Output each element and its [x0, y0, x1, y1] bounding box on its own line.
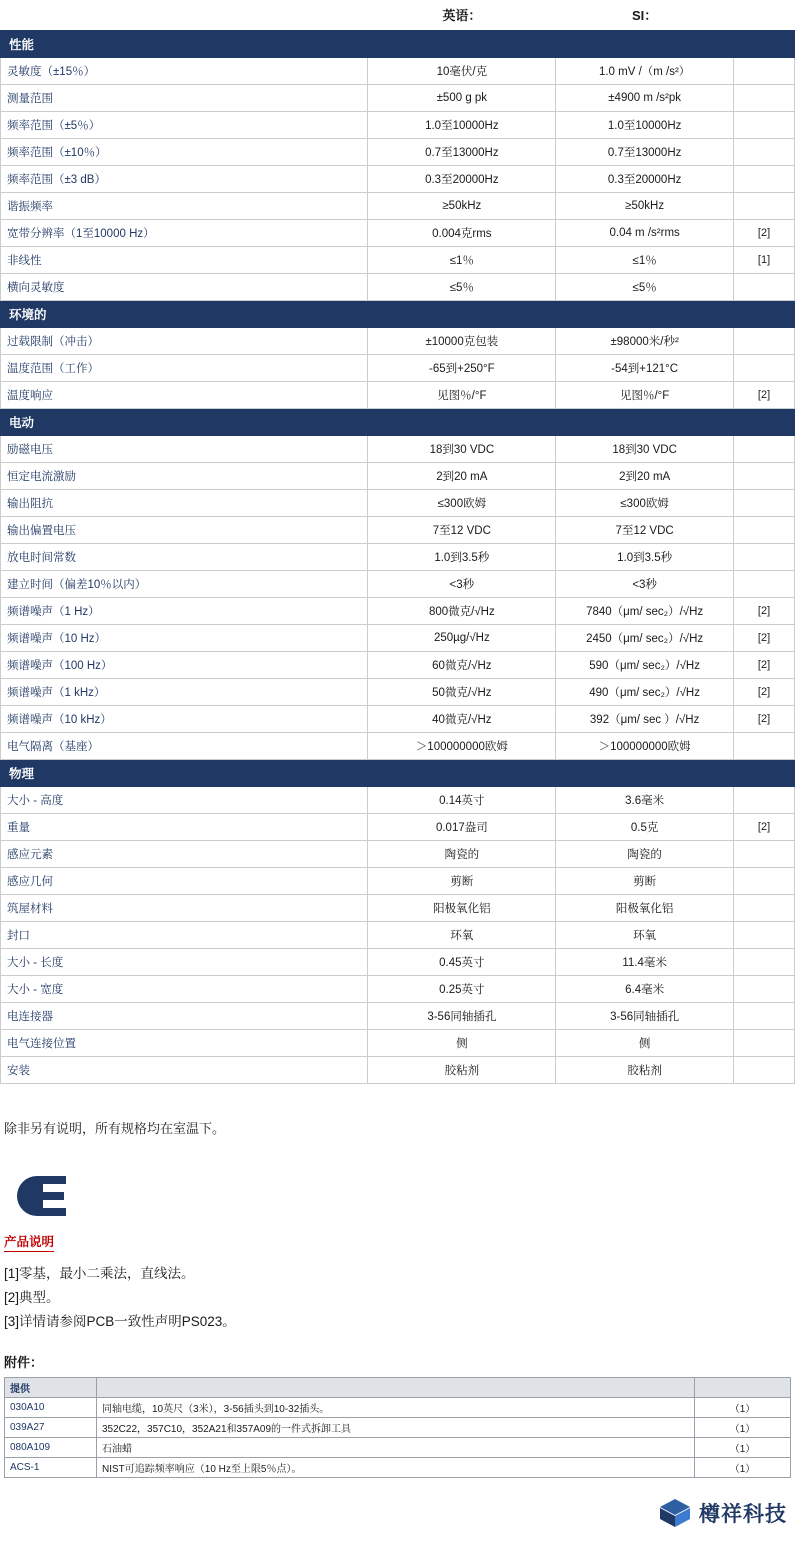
spec-value-english: 18到30 VDC	[368, 436, 556, 463]
spec-label: 封口	[1, 922, 368, 949]
spec-note-ref	[734, 517, 795, 544]
spec-value-english: 0.14英寸	[368, 787, 556, 814]
spec-note-ref	[734, 868, 795, 895]
spec-value-english: 7至12 VDC	[368, 517, 556, 544]
spec-note-ref	[734, 1030, 795, 1057]
spec-value-si: 1.0至10000Hz	[556, 112, 734, 139]
spec-row	[1, 1030, 795, 1057]
spec-value-english: 800微克/√Hz	[368, 598, 556, 625]
spec-value-si: 胶粘剂	[556, 1057, 734, 1084]
spec-value-si: 陶瓷的	[556, 841, 734, 868]
spec-note-ref	[734, 436, 795, 463]
spec-value-si: ＞100000000欧姆	[556, 733, 734, 760]
spec-value-si: 0.5克	[556, 814, 734, 841]
spec-note-ref	[734, 949, 795, 976]
spec-row	[1, 436, 795, 463]
spec-row	[1, 895, 795, 922]
spec-note-ref	[734, 193, 795, 220]
product-note-2: [2]典型。	[4, 1290, 60, 1305]
spec-value-si: ≤1％	[556, 247, 734, 274]
spec-note-ref	[734, 895, 795, 922]
spec-label: 非线性	[1, 247, 368, 274]
spec-value-si: 3-56同轴插孔	[556, 1003, 734, 1030]
spec-row	[1, 625, 795, 652]
accessory-code: 039A27	[5, 1418, 97, 1438]
spec-value-english: 2到20 mA	[368, 463, 556, 490]
spec-row	[1, 598, 795, 625]
spec-label: 大小 - 高度	[1, 787, 368, 814]
accessories-row	[5, 1438, 791, 1458]
spec-note-ref	[734, 1003, 795, 1030]
accessories-row	[5, 1418, 791, 1438]
spec-row	[1, 463, 795, 490]
accessory-description: 同轴电缆，10英尺（3米），3-56插头到10-32插头。	[97, 1398, 695, 1418]
product-notes-title: 产品说明	[4, 1232, 54, 1252]
spec-row	[1, 1057, 795, 1084]
spec-value-english: ≥50kHz	[368, 193, 556, 220]
spec-label: 大小 - 长度	[1, 949, 368, 976]
spec-value-english: 陶瓷的	[368, 841, 556, 868]
spec-value-si: 0.04 m /s²rms	[556, 220, 734, 247]
spec-row	[1, 247, 795, 274]
accessory-quantity: （1）	[695, 1398, 791, 1418]
spec-value-english: ±10000克包装	[368, 328, 556, 355]
spec-value-si: 0.7至13000Hz	[556, 139, 734, 166]
spec-value-english: <3秒	[368, 571, 556, 598]
section-title: 性能	[1, 31, 368, 58]
spec-value-english: 3-56同轴插孔	[368, 1003, 556, 1030]
spec-row	[1, 490, 795, 517]
spec-note-ref: [2]	[734, 382, 795, 409]
spec-label: 灵敏度（±15％）	[1, 58, 368, 85]
spec-header-row	[1, 0, 795, 31]
spec-note-ref	[734, 1057, 795, 1084]
spec-value-si: 1.0到3.5秒	[556, 544, 734, 571]
spec-note-ref: [2]	[734, 652, 795, 679]
company-logo[interactable]	[658, 1498, 787, 1528]
spec-value-english: 0.25英寸	[368, 976, 556, 1003]
spec-note-ref	[734, 787, 795, 814]
spec-value-si: -54到+121°C	[556, 355, 734, 382]
spec-value-english: 40微克/√Hz	[368, 706, 556, 733]
spec-value-si: 2到20 mA	[556, 463, 734, 490]
spec-value-si: 3.6毫米	[556, 787, 734, 814]
spec-value-si: 1.0 mV /（m /s²）	[556, 58, 734, 85]
spec-note-ref	[734, 922, 795, 949]
spec-value-si: 6.4毫米	[556, 976, 734, 1003]
spec-note-ref: [2]	[734, 220, 795, 247]
spec-value-english: 0.45英寸	[368, 949, 556, 976]
accessory-code: 080A109	[5, 1438, 97, 1458]
spec-label: 宽带分辨率（1至10000 Hz）	[1, 220, 368, 247]
spec-label: 放电时间常数	[1, 544, 368, 571]
spec-value-english: 侧	[368, 1030, 556, 1057]
spec-label: 温度范围（工作）	[1, 355, 368, 382]
spec-label: 频谱噪声（1 Hz）	[1, 598, 368, 625]
spec-row	[1, 85, 795, 112]
spec-label: 感应几何	[1, 868, 368, 895]
spec-label: 电连接器	[1, 1003, 368, 1030]
spec-row	[1, 922, 795, 949]
spec-note-ref: [1]	[734, 247, 795, 274]
spec-value-english: ≤1％	[368, 247, 556, 274]
spec-note-ref	[734, 274, 795, 301]
spec-label: 频谱噪声（100 Hz）	[1, 652, 368, 679]
spec-label: 频率范围（±3 dB）	[1, 166, 368, 193]
spec-value-english: 胶粘剂	[368, 1057, 556, 1084]
spec-value-english: 0.004克rms	[368, 220, 556, 247]
cube-logo-icon	[658, 1498, 692, 1528]
spec-row	[1, 868, 795, 895]
spec-value-english: 见图％/°F	[368, 382, 556, 409]
spec-note-ref	[734, 733, 795, 760]
spec-row	[1, 787, 795, 814]
spec-label: 频率范围（±10％）	[1, 139, 368, 166]
spec-label: 横向灵敏度	[1, 274, 368, 301]
spec-row	[1, 841, 795, 868]
spec-note-ref: [2]	[734, 814, 795, 841]
spec-label: 测量范围	[1, 85, 368, 112]
accessories-row	[5, 1398, 791, 1418]
spec-value-si: 11.4毫米	[556, 949, 734, 976]
spec-value-english: 50微克/√Hz	[368, 679, 556, 706]
spec-label: 筑屋材料	[1, 895, 368, 922]
header-english-col: 英语：	[368, 0, 556, 31]
spec-value-english: 250µg/√Hz	[368, 625, 556, 652]
spec-value-english: ≤5％	[368, 274, 556, 301]
ce-mark-block	[10, 1173, 795, 1224]
accessories-header-supplied: 提供	[5, 1378, 97, 1398]
spec-section-header	[1, 409, 795, 436]
accessories-title: 附件：	[4, 1355, 44, 1370]
spec-label: 建立时间（偏差10％以内）	[1, 571, 368, 598]
spec-value-english: ＞100000000欧姆	[368, 733, 556, 760]
spec-label: 谐振频率	[1, 193, 368, 220]
spec-value-si: 侧	[556, 1030, 734, 1057]
spec-row	[1, 814, 795, 841]
spec-label: 频谱噪声（1 kHz）	[1, 679, 368, 706]
header-note-col	[734, 0, 795, 31]
spec-section-header	[1, 301, 795, 328]
spec-label: 励磁电压	[1, 436, 368, 463]
spec-label: 恒定电流激励	[1, 463, 368, 490]
accessory-code: ACS-1	[5, 1458, 97, 1478]
spec-note-ref	[734, 58, 795, 85]
spec-row	[1, 1003, 795, 1030]
spec-value-si: ≤300欧姆	[556, 490, 734, 517]
accessory-quantity: （1）	[695, 1418, 791, 1438]
spec-value-si: ±4900 m /s²pk	[556, 85, 734, 112]
spec-value-english: ≤300欧姆	[368, 490, 556, 517]
header-si-col: SI：	[556, 0, 734, 31]
spec-value-si: 环氧	[556, 922, 734, 949]
spec-note-ref	[734, 139, 795, 166]
spec-value-si: 0.3至20000Hz	[556, 166, 734, 193]
spec-value-si: 阳极氧化铝	[556, 895, 734, 922]
page-footer	[0, 1498, 795, 1544]
spec-value-english: 1.0到3.5秒	[368, 544, 556, 571]
product-note-3: [3]详情请参阅PCB一致性声明PS023。	[4, 1314, 236, 1329]
spec-section-header	[1, 760, 795, 787]
spec-label: 频率范围（±5％）	[1, 112, 368, 139]
section-title: 环境的	[1, 301, 368, 328]
accessory-code: 030A10	[5, 1398, 97, 1418]
spec-value-si: 392（μm/ sec ）/√Hz	[556, 706, 734, 733]
spec-value-si: 490（μm/ sec₂）/√Hz	[556, 679, 734, 706]
spec-note-ref	[734, 544, 795, 571]
spec-value-si: 7至12 VDC	[556, 517, 734, 544]
spec-note-ref	[734, 463, 795, 490]
spec-label: 输出阻抗	[1, 490, 368, 517]
spec-note-ref	[734, 976, 795, 1003]
ce-icon	[10, 1173, 70, 1219]
spec-note-ref	[734, 328, 795, 355]
spec-label: 输出偏置电压	[1, 517, 368, 544]
spec-note-ref	[734, 112, 795, 139]
spec-row	[1, 382, 795, 409]
spec-value-si: ±98000米/秒²	[556, 328, 734, 355]
spec-value-si: 2450（μm/ sec₂）/√Hz	[556, 625, 734, 652]
spec-label: 电气隔离（基座）	[1, 733, 368, 760]
spec-note-ref	[734, 166, 795, 193]
spec-value-si: 见图％/°F	[556, 382, 734, 409]
spec-row	[1, 139, 795, 166]
spec-label: 重量	[1, 814, 368, 841]
accessory-quantity: （1）	[695, 1438, 791, 1458]
product-note-1: [1]零基，最小二乘法，直线法。	[4, 1266, 195, 1281]
spec-value-si: <3秒	[556, 571, 734, 598]
accessories-header-qty	[695, 1378, 791, 1398]
spec-row	[1, 328, 795, 355]
accessories-row	[5, 1458, 791, 1478]
spec-label: 频谱噪声（10 Hz）	[1, 625, 368, 652]
spec-label: 频谱噪声（10 kHz）	[1, 706, 368, 733]
spec-value-si: 18到30 VDC	[556, 436, 734, 463]
spec-note-ref	[734, 490, 795, 517]
spec-label: 温度响应	[1, 382, 368, 409]
spec-value-si: 7840（μm/ sec₂）/√Hz	[556, 598, 734, 625]
accessory-description: 石油蜡	[97, 1438, 695, 1458]
company-name: 樽祥科技	[699, 1503, 787, 1526]
spec-row	[1, 517, 795, 544]
spec-row	[1, 652, 795, 679]
spec-label: 安装	[1, 1057, 368, 1084]
spec-row	[1, 571, 795, 598]
spec-row	[1, 733, 795, 760]
spec-row	[1, 58, 795, 85]
spec-row	[1, 112, 795, 139]
spec-note-ref	[734, 355, 795, 382]
accessory-description: 352C22，357C10，352A21和357A09的一件式拆卸工具	[97, 1418, 695, 1438]
accessory-quantity: （1）	[695, 1458, 791, 1478]
spec-note-ref	[734, 85, 795, 112]
spec-note-ref: [2]	[734, 625, 795, 652]
spec-note-ref: [2]	[734, 706, 795, 733]
spec-note-ref	[734, 841, 795, 868]
accessory-description: NIST可追踪频率响应（10 Hz至上限5％点）。	[97, 1458, 695, 1478]
spec-value-si: ≤5％	[556, 274, 734, 301]
spec-value-english: 剪断	[368, 868, 556, 895]
spec-value-si: 剪断	[556, 868, 734, 895]
spec-row	[1, 706, 795, 733]
spec-row	[1, 544, 795, 571]
spec-row	[1, 166, 795, 193]
section-title: 电动	[1, 409, 368, 436]
spec-row	[1, 274, 795, 301]
section-title: 物理	[1, 760, 368, 787]
spec-value-english: 环氧	[368, 922, 556, 949]
accessories-header-desc	[97, 1378, 695, 1398]
spec-value-english: 0.3至20000Hz	[368, 166, 556, 193]
spec-value-si: 590（μm/ sec₂）/√Hz	[556, 652, 734, 679]
spec-row	[1, 679, 795, 706]
spec-value-english: ±500 g pk	[368, 85, 556, 112]
spec-note-ref: [2]	[734, 598, 795, 625]
header-label-col	[1, 0, 368, 31]
spec-row	[1, 949, 795, 976]
room-temperature-footnote: 除非另有说明，所有规格均在室温下。	[4, 1121, 226, 1136]
spec-value-english: 10毫伏/克	[368, 58, 556, 85]
spec-label: 电气连接位置	[1, 1030, 368, 1057]
spec-label: 感应元素	[1, 841, 368, 868]
spec-value-english: 60微克/√Hz	[368, 652, 556, 679]
spec-row	[1, 976, 795, 1003]
spec-value-si: ≥50kHz	[556, 193, 734, 220]
spec-row	[1, 220, 795, 247]
spec-value-english: 0.017盎司	[368, 814, 556, 841]
spec-value-english: -65到+250°F	[368, 355, 556, 382]
spec-value-english: 1.0至10000Hz	[368, 112, 556, 139]
spec-note-ref: [2]	[734, 679, 795, 706]
spec-value-english: 阳极氧化铝	[368, 895, 556, 922]
accessories-table	[4, 1377, 791, 1478]
spec-section-header	[1, 31, 795, 58]
spec-row	[1, 355, 795, 382]
spec-row	[1, 193, 795, 220]
spec-label: 过载限制（冲击）	[1, 328, 368, 355]
accessories-header-row	[5, 1378, 791, 1398]
spec-note-ref	[734, 571, 795, 598]
spec-value-english: 0.7至13000Hz	[368, 139, 556, 166]
spec-label: 大小 - 宽度	[1, 976, 368, 1003]
